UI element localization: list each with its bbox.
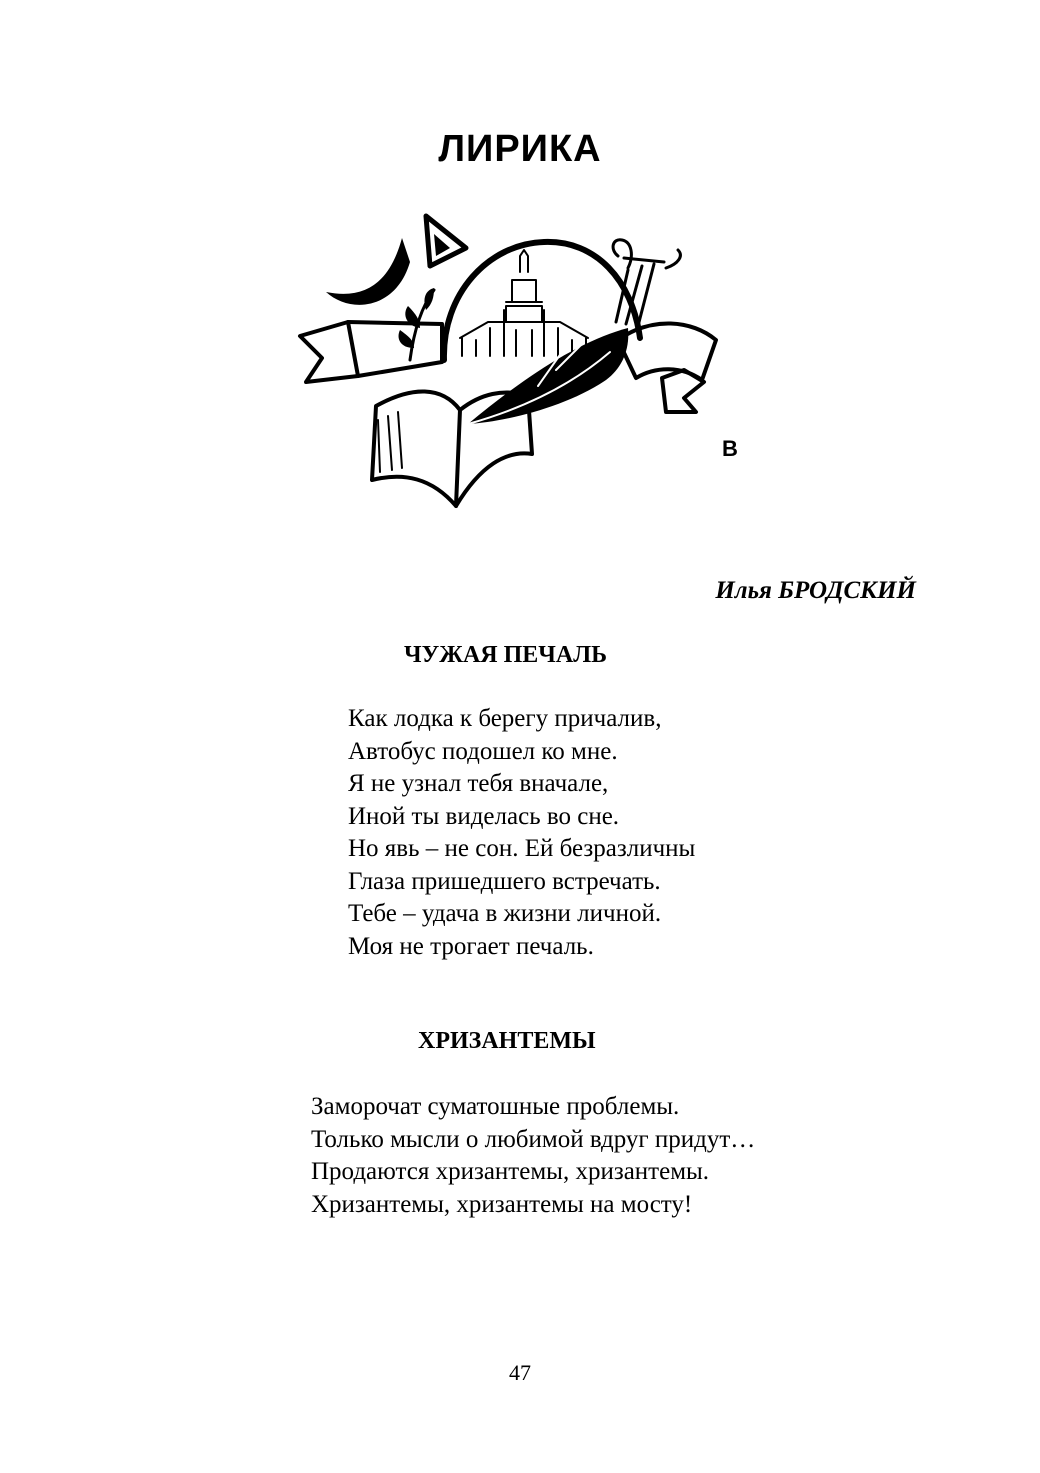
section-title: ЛИРИКА [438, 128, 602, 170]
poem-line: Только мысли о любимой вдруг придут… [311, 1125, 756, 1153]
poem-line: Тебе – удача в жизни личной. [348, 900, 662, 927]
poem-line: Но явь – не сон. Ей безразличны [348, 835, 696, 862]
poem-stanza [348, 703, 695, 963]
poem-line: Заморочат суматошные проблемы. [311, 1093, 680, 1120]
poem-line: Иной ты виделась во сне. [348, 802, 620, 830]
poem-line: Хризантемы, хризантемы на мосту! [311, 1190, 693, 1218]
page-number: 47 [509, 1360, 531, 1385]
poem-line: Я не узнал тебя вначале, [348, 770, 609, 797]
poem-line: Автобус подошел ко мне. [348, 737, 618, 765]
poem-line: Продаются хризантемы, хризантемы. [311, 1158, 710, 1185]
poem-title: ЧУЖАЯ ПЕЧАЛЬ [404, 642, 607, 668]
poem-line: Моя не трогает печаль. [348, 932, 594, 960]
poem-stanza [311, 1091, 755, 1221]
poem-line: Глаза пришедшего встречать. [348, 867, 661, 895]
emblem-monogram: В [722, 436, 738, 461]
poem-line: Как лодка к берегу причалив, [348, 705, 662, 732]
poem-title: ХРИЗАНТЕМЫ [418, 1028, 596, 1054]
lyric-emblem-icon [292, 210, 752, 510]
poem-author: Илья БРОДСКИЙ [715, 577, 916, 604]
